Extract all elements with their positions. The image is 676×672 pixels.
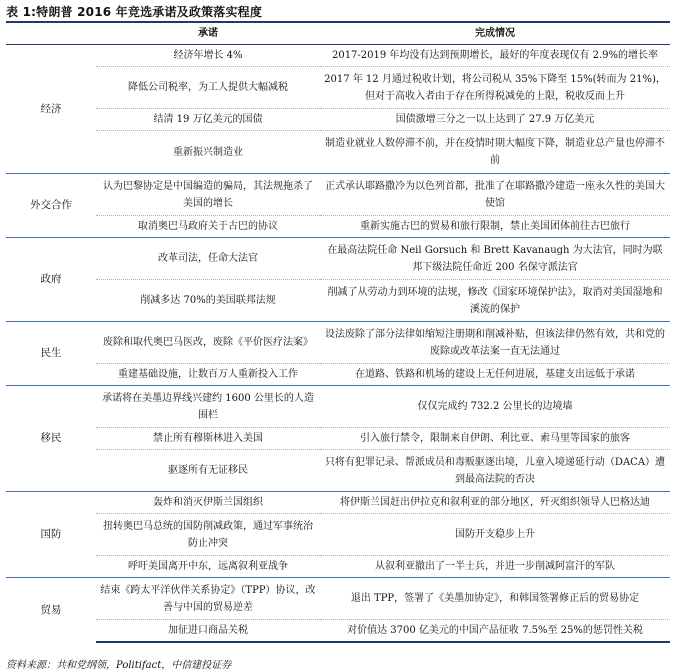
table-row [6, 238, 670, 280]
promise-cell: 取消奥巴马政府关于古巴的协议 [96, 216, 320, 238]
promise-cell: 加征进口商品关税 [96, 620, 320, 643]
promise-cell: 认为巴黎协定是中国编造的骗局，其法规拖杀了美国的增长 [96, 174, 320, 216]
table-row [6, 450, 670, 492]
promise-cell: 降低公司税率，为工人提供大幅减税 [96, 67, 320, 109]
status-cell: 将伊斯兰国赶出伊拉克和叙利亚的部分地区，歼灭组织领导人巴格达迪 [320, 492, 670, 514]
table-row [6, 578, 670, 620]
status-cell: 在道路、铁路和机场的建设上无任何进展，基建支出远低于承诺 [320, 364, 670, 386]
table-row [6, 556, 670, 578]
table-row [6, 620, 670, 643]
table-row [6, 216, 670, 238]
header-promise: 承诺 [96, 22, 320, 45]
category-cell: 政府 [6, 238, 96, 322]
promise-cell: 结清 19 万亿美元的国债 [96, 109, 320, 131]
source-note: 资料来源：共和党纲领，Politifact，中信建投证券 [6, 660, 232, 671]
promise-cell: 呼吁美国离开中东，远离叙利亚战争 [96, 556, 320, 578]
category-cell: 贸易 [6, 578, 96, 643]
promise-cell: 经济年增长 4% [96, 45, 320, 67]
status-cell: 在最高法院任命 Neil Gorsuch 和 Brett Kavanaugh 为大法官，同时为联邦下级法院任命近 200 名保守派法官 [320, 238, 670, 280]
table-row [6, 45, 670, 67]
status-cell: 2017 年 12 月通过税收计划，将公司税从 35%下降至 15%(转而为 21%)，但对于高收入者由于存在所得税减免的上限，税收反而上升 [320, 67, 670, 109]
table-row [6, 514, 670, 556]
table-row [6, 174, 670, 216]
status-cell: 仅仅完成约 732.2 公里长的边境墙 [320, 386, 670, 428]
status-cell: 正式承认耶路撒冷为以色列首都，批准了在耶路撒冷建造一座永久性的美国大使馆 [320, 174, 670, 216]
status-cell: 国债激增三分之一以上达到了 27.9 万亿美元 [320, 109, 670, 131]
category-cell: 国防 [6, 492, 96, 578]
promise-cell: 承诺将在美墨边界线兴建约 1600 公里长的人造围栏 [96, 386, 320, 428]
table-row [6, 322, 670, 364]
category-cell: 外交合作 [6, 174, 96, 238]
status-cell: 2017-2019 年均没有达到预期增长，最好的年度表现仅有 2.9%的增长率 [320, 45, 670, 67]
promise-cell: 削减多达 70%的美国联邦法规 [96, 280, 320, 322]
table-row [6, 67, 670, 109]
header-status: 完成情况 [320, 22, 670, 45]
promise-cell: 改革司法，任命大法官 [96, 238, 320, 280]
table-row [6, 428, 670, 450]
status-cell: 制造业就业人数停滞不前，并在疫情时期大幅度下降，制造业总产量也停滞不前 [320, 131, 670, 174]
promise-cell: 重建基础设施，让数百万人重新投入工作 [96, 364, 320, 386]
status-cell: 对价值达 3700 亿美元的中国产品征收 7.5%至 25%的惩罚性关税 [320, 620, 670, 643]
promise-cell: 重新振兴制造业 [96, 131, 320, 174]
status-cell: 国防开支稳步上升 [320, 514, 670, 556]
promise-cell: 驱逐所有无证移民 [96, 450, 320, 492]
table-row [6, 386, 670, 428]
status-cell: 重新实施古巴的贸易和旅行限制，禁止美国团体前往古巴旅行 [320, 216, 670, 238]
table-row [6, 364, 670, 386]
promise-cell: 扭转奥巴马总统的国防削减政策，通过军事统治防止冲突 [96, 514, 320, 556]
policy-table [6, 21, 670, 643]
status-cell: 设法废除了部分法律如缩短注册期和削减补贴，但该法律仍然有效，共和党的废除或改革法案一直无法通过 [320, 322, 670, 364]
table-header-row [6, 22, 670, 45]
promise-cell: 废除和取代奥巴马医改，废除《平价医疗法案》 [96, 322, 320, 364]
table-title: 表 1:特朗普 2016 年竞选承诺及政策落实程度 [6, 5, 263, 19]
category-cell: 移民 [6, 386, 96, 492]
table-row [6, 492, 670, 514]
promise-cell: 结束《跨太平洋伙伴关系协定》（TPP）协议，改善与中国的贸易逆差 [96, 578, 320, 620]
status-cell: 削减了从劳动力到环境的法规，修改《国家环境保护法》，取消对美国湿地和溪流的保护 [320, 280, 670, 322]
status-cell: 只将有犯罪记录、帮派成员和毒贩驱逐出境，儿童入境递延行动（DACA）遭到最高法院的否决 [320, 450, 670, 492]
category-cell: 民生 [6, 322, 96, 386]
table-row [6, 280, 670, 322]
status-cell: 引入旅行禁令，限制来自伊朗、利比亚、索马里等国家的旅客 [320, 428, 670, 450]
status-cell: 从叙利亚撤出了一半士兵，并进一步削减阿富汗的军队 [320, 556, 670, 578]
promise-cell: 轰炸和消灭伊斯兰国组织 [96, 492, 320, 514]
header-category [6, 22, 96, 45]
table-row [6, 131, 670, 174]
promise-cell: 禁止所有穆斯林进入美国 [96, 428, 320, 450]
status-cell: 退出 TPP，签署了《美墨加协定》，和韩国签署修正后的贸易协定 [320, 578, 670, 620]
category-cell: 经济 [6, 45, 96, 174]
table-row [6, 109, 670, 131]
